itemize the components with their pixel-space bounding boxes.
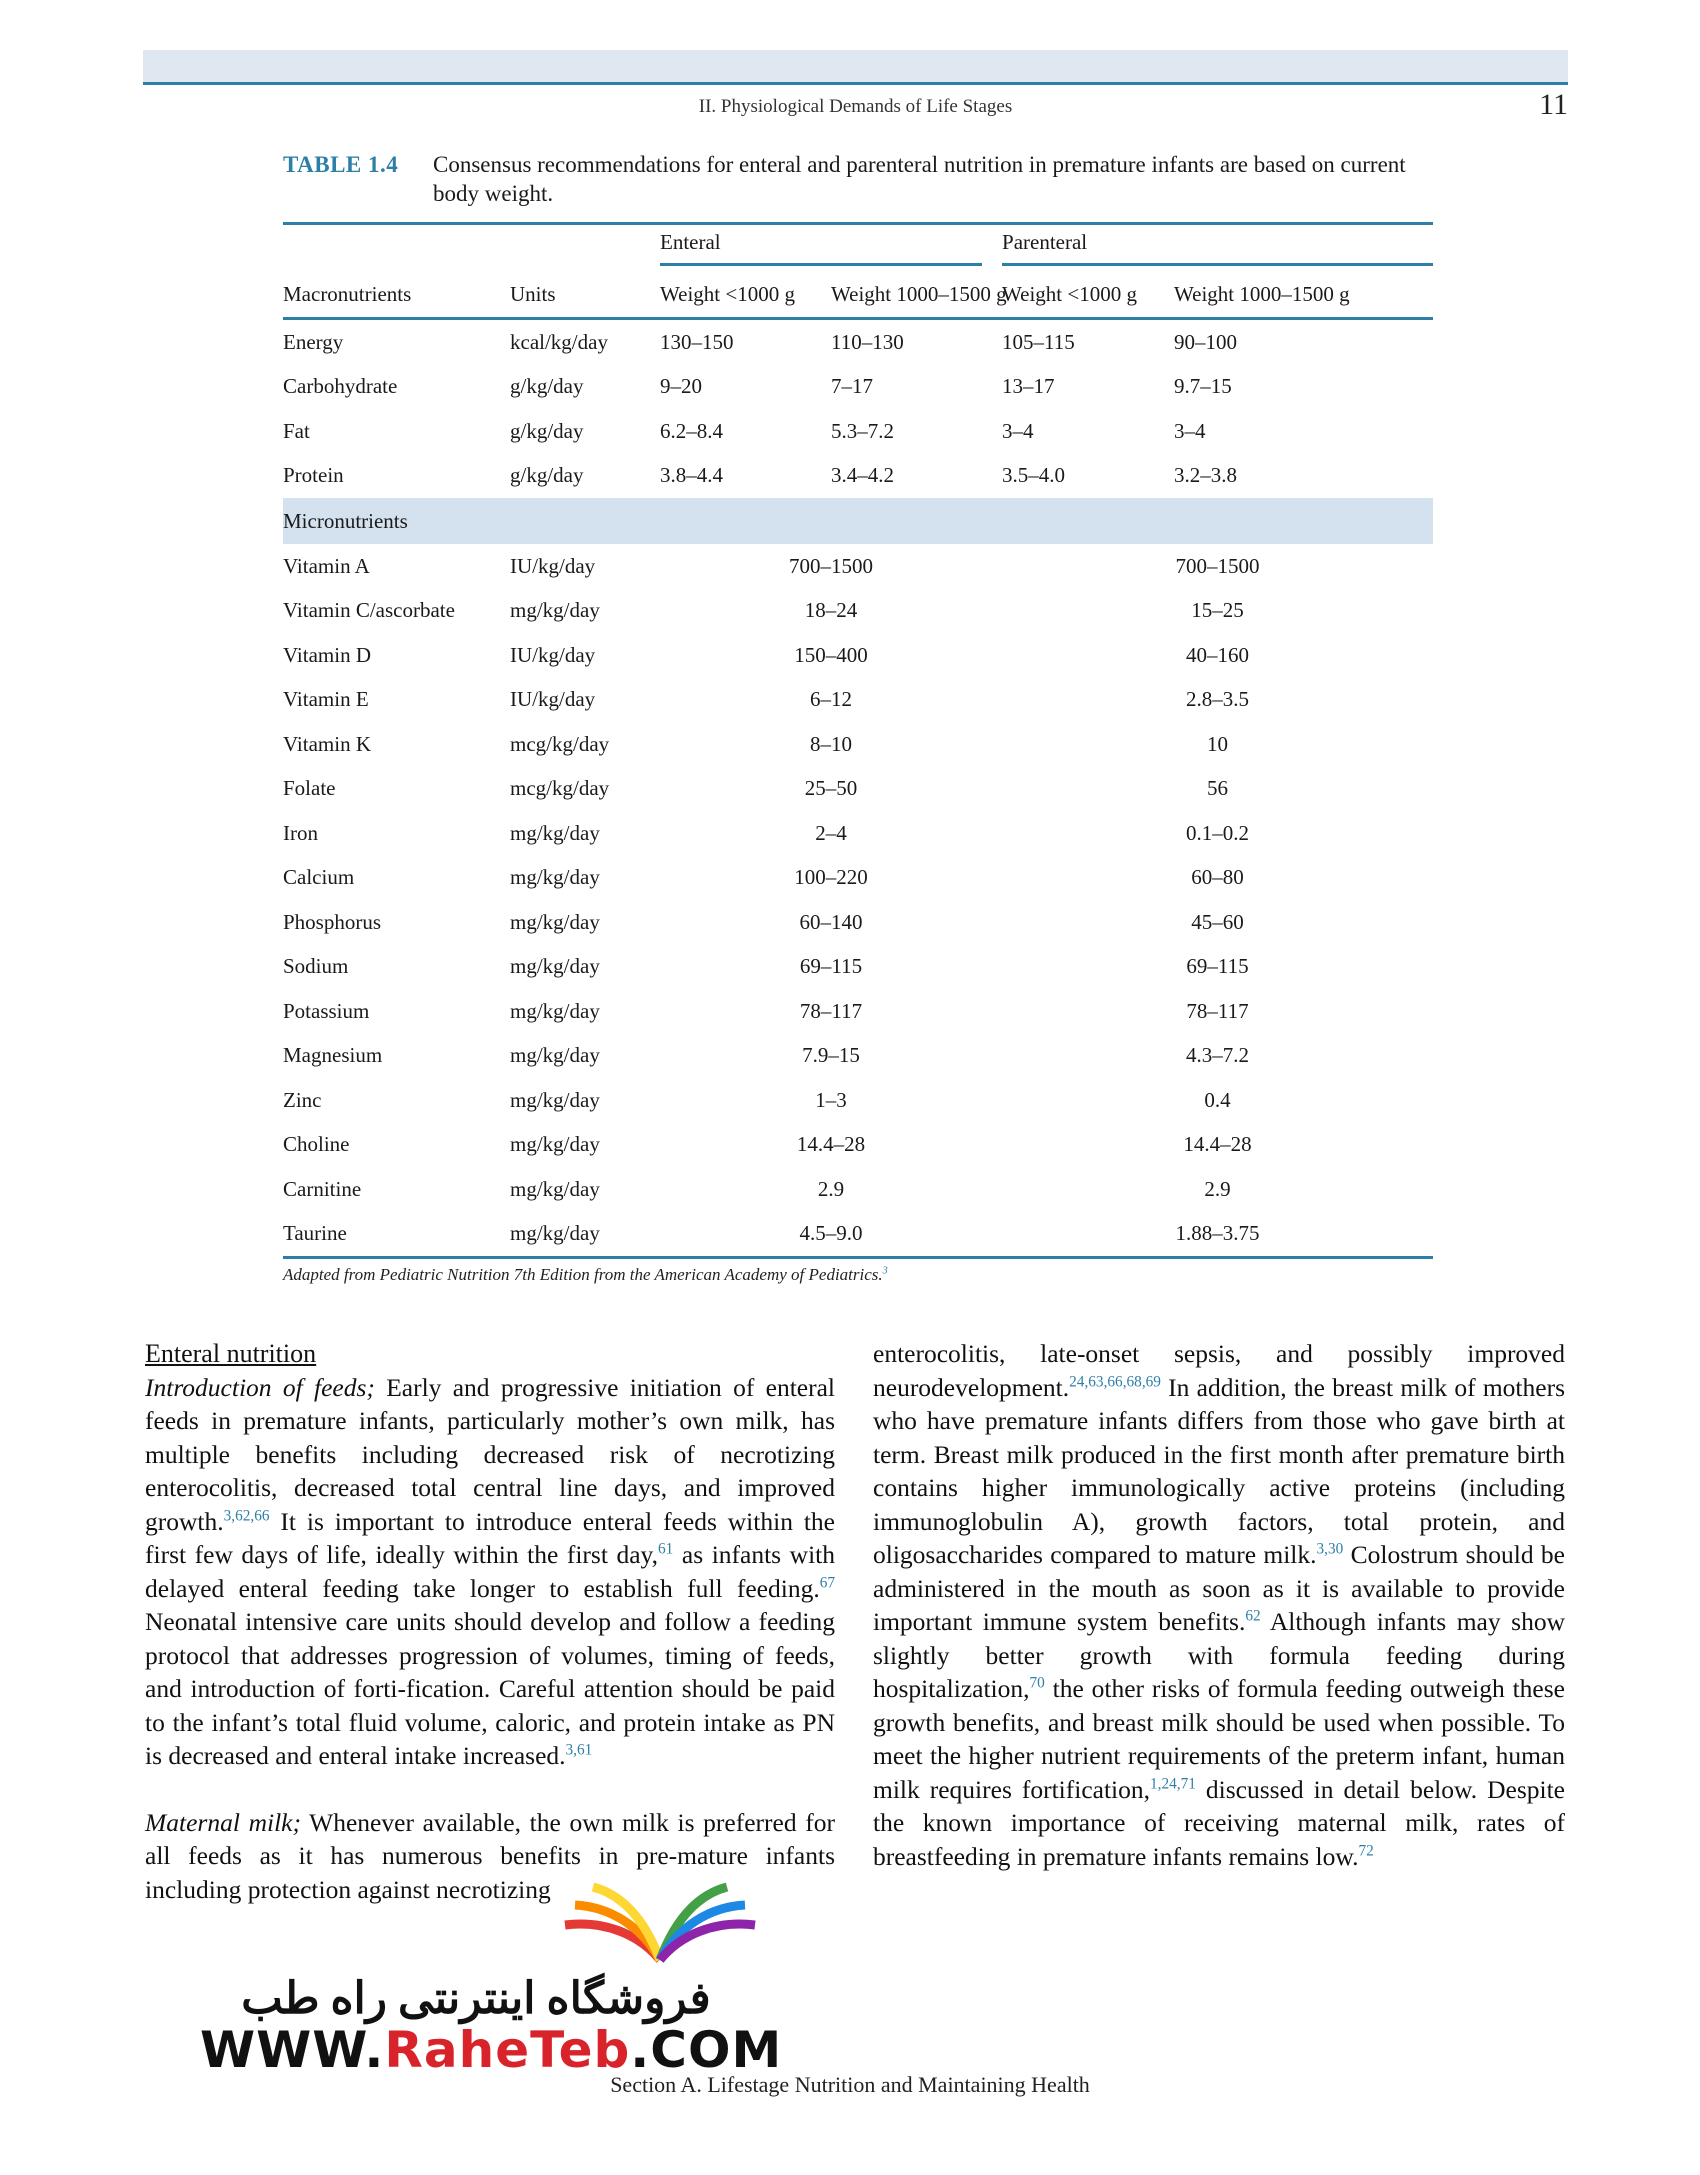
- table-row: [283, 544, 1433, 589]
- value-cell: 9.7–15: [1174, 374, 1232, 399]
- table-row: [283, 1167, 1433, 1212]
- table-label: TABLE 1.4: [283, 152, 399, 177]
- value-cell: 2.8–3.5: [1186, 687, 1250, 712]
- nutrient-name: Vitamin A: [283, 553, 370, 578]
- macronutrient-rows: [283, 319, 1433, 499]
- unit-cell: mg/kg/day: [510, 1087, 600, 1112]
- table-row: [283, 1078, 1433, 1123]
- group-header-parenteral: Parenteral: [1002, 230, 1433, 266]
- value-cell: 69–115: [799, 954, 863, 979]
- value-cell: 14.4–28: [796, 1132, 866, 1157]
- section-heading: Enteral nutrition: [145, 1339, 317, 1368]
- micronutrient-rows: [283, 544, 1433, 1258]
- nutrient-name: Phosphorus: [283, 909, 382, 934]
- value-cell: 60–140: [799, 909, 863, 934]
- value-cell: 1–3: [815, 1087, 847, 1112]
- value-cell: 5.3–7.2: [831, 418, 894, 443]
- watermark: [200, 1865, 783, 2080]
- value-cell: 7–17: [831, 374, 873, 399]
- nutrient-name: Vitamin E: [283, 687, 369, 712]
- unit-cell: IU/kg/day: [510, 687, 596, 712]
- value-cell: 60–80: [1191, 865, 1244, 890]
- value-cell: 6.2–8.4: [660, 418, 723, 443]
- unit-cell: mg/kg/day: [510, 909, 600, 934]
- unit-cell: mg/kg/day: [510, 954, 600, 979]
- paragraph-introduction-of-feeds: Introduction of feeds; Early and progressive initiation of enteral feeds in premature infants, particularly mother’s own milk, has multiple benefits including decreased risk of necrotizing enterocolitis, decreased total central line days, and improved growth.$^{3,62,66}$ It is important to introduce enteral feeds within the first few days of life, ideally within the first day,$^{61}$ as infants with delayed enteral feeding take longer to establish full feeding.$^{67}$ Neonatal intensive care units should develop and follow a feeding protocol that addresses progression of volumes, timing of feeds, and introduction of forti-fication. Careful attention should be paid to the infant’s total fluid volume, caloric, and protein intake as PN is decreased and enteral intake increased.$^{3,61}$: [145, 1372, 836, 1770]
- unit-cell: mg/kg/day: [510, 1212, 660, 1258]
- value-cell: 700–1500: [1175, 553, 1260, 578]
- value-cell: 3.5–4.0: [1002, 463, 1066, 488]
- table-row: [283, 409, 1433, 454]
- unit-cell: IU/kg/day: [510, 642, 596, 667]
- value-cell: 3–4: [1002, 418, 1034, 443]
- value-cell: 3.8–4.4: [660, 463, 723, 488]
- value-cell: 100–220: [794, 865, 868, 890]
- value-cell: 6–12: [810, 687, 852, 712]
- value-cell: 13–17: [1002, 374, 1055, 399]
- nutrient-name: Calcium: [283, 865, 355, 890]
- value-cell: 9–20: [660, 374, 702, 399]
- citation: 67: [819, 1574, 835, 1591]
- value-cell: 2.9: [817, 1176, 845, 1201]
- unit-cell: mg/kg/day: [510, 598, 600, 623]
- value-cell: 14.4–28: [1183, 1132, 1252, 1157]
- column-header-row: [283, 271, 1433, 319]
- citation: 3: [882, 1265, 888, 1277]
- header-band: [143, 50, 1568, 85]
- nutrient-name: Vitamin D: [283, 642, 371, 667]
- table-row: [283, 900, 1433, 945]
- value-cell: 1.88–3.75: [1002, 1212, 1433, 1258]
- value-cell: 110–130: [831, 329, 904, 354]
- value-cell: 56: [1207, 776, 1229, 801]
- value-cell: 105–115: [1002, 329, 1075, 354]
- citation: 3,62,66: [223, 1507, 270, 1524]
- table-row: [283, 1034, 1433, 1079]
- unit-cell: mg/kg/day: [510, 1132, 600, 1157]
- nutrient-name: Carbohydrate: [283, 374, 398, 399]
- table-row: [283, 319, 1433, 365]
- value-cell: 25–50: [804, 776, 858, 801]
- column-header: Weight <1000 g: [660, 271, 831, 319]
- unit-cell: mg/kg/day: [510, 820, 600, 845]
- nutrient-name: Protein: [283, 463, 344, 488]
- value-cell: 10: [1207, 731, 1229, 756]
- nutrient-name: Taurine: [283, 1212, 510, 1258]
- value-cell: 150–400: [794, 642, 868, 667]
- citation: 1,24,71: [1150, 1775, 1196, 1792]
- citation: 70: [1029, 1674, 1045, 1692]
- nutrient-name: Iron: [283, 820, 318, 845]
- table-caption: [283, 150, 1433, 208]
- micronutrients-header: Micronutrients: [283, 498, 1433, 544]
- citation: 61: [658, 1540, 674, 1558]
- value-cell: 45–60: [1191, 909, 1244, 934]
- table-row: [283, 633, 1433, 678]
- value-cell: 90–100: [1174, 329, 1238, 354]
- citation: 72: [1358, 1842, 1374, 1859]
- value-cell: 0.4: [1204, 1087, 1231, 1112]
- group-header-row: [283, 224, 1433, 272]
- unit-cell: IU/kg/day: [510, 553, 596, 578]
- table-row: [283, 1123, 1433, 1168]
- table-footnote: Adapted from Pediatric Nutrition 7th Edition from the American Academy of Pediatrics.$^3$: [283, 1265, 888, 1284]
- unit-cell: g/kg/day: [510, 374, 584, 399]
- table-row: [283, 945, 1433, 990]
- table-row: [283, 722, 1433, 767]
- body-column-left: [145, 1337, 835, 1906]
- value-cell: 8–10: [810, 731, 852, 756]
- table-row: [283, 589, 1433, 634]
- nutrition-table: [283, 222, 1433, 1259]
- value-cell: 3–4: [1174, 418, 1206, 443]
- value-cell: 78–117: [1186, 998, 1249, 1023]
- unit-cell: kcal/kg/day: [510, 329, 608, 354]
- column-header: Units: [510, 271, 660, 319]
- body-column-right: [873, 1337, 1565, 1873]
- value-cell: 2–4: [815, 820, 847, 845]
- run-in-heading: Introduction of feeds;: [145, 1372, 375, 1402]
- unit-cell: mg/kg/day: [510, 865, 600, 890]
- unit-cell: mcg/kg/day: [510, 776, 610, 801]
- unit-cell: mg/kg/day: [510, 1043, 600, 1068]
- value-cell: 0.1–0.2: [1186, 820, 1250, 845]
- value-cell: 18–24: [804, 598, 858, 623]
- paragraph-maternal-milk: Maternal milk; Whenever available, the own milk is preferred for all feeds as it has numerous benefits in pre-mature infants including protection against necrotizing: [145, 1807, 835, 1904]
- table-row: [283, 856, 1433, 901]
- column-header: Weight 1000–1500 g: [1174, 271, 1433, 319]
- run-in-heading: Maternal milk;: [145, 1807, 301, 1837]
- column-header: Weight 1000–1500 g: [831, 271, 1002, 319]
- unit-cell: mg/kg/day: [510, 998, 600, 1023]
- citation: 3,61: [565, 1741, 593, 1759]
- value-cell: 2.9: [1204, 1176, 1231, 1201]
- value-cell: 78–117: [799, 998, 863, 1023]
- group-header-enteral: Enteral: [660, 230, 982, 266]
- unit-cell: mg/kg/day: [510, 1176, 600, 1201]
- value-cell: 4.3–7.2: [1186, 1043, 1250, 1068]
- nutrient-name: Energy: [283, 329, 344, 354]
- page-number: 11: [1539, 88, 1568, 121]
- table-row: [283, 767, 1433, 812]
- nutrient-name: Folate: [283, 776, 336, 801]
- unit-cell: g/kg/day: [510, 463, 584, 488]
- table-row: [283, 811, 1433, 856]
- value-cell: 40–160: [1186, 642, 1250, 667]
- table-row: [283, 989, 1433, 1034]
- watermark-persian-text: فروشگاه اینترنتی راه طب: [241, 1974, 711, 2023]
- value-cell: 7.9–15: [802, 1043, 860, 1068]
- value-cell: 700–1500: [789, 553, 873, 578]
- value-cell: 3.4–4.2: [831, 463, 894, 488]
- value-cell: 69–115: [1186, 954, 1249, 979]
- nutrient-name: Zinc: [283, 1087, 322, 1112]
- table-row: [283, 1212, 1433, 1258]
- watermark-url: WWW.RaheTeb.COM: [200, 2021, 783, 2079]
- column-header: Weight <1000 g: [1002, 271, 1174, 319]
- table-row: [283, 678, 1433, 723]
- nutrient-name: Fat: [283, 418, 310, 443]
- nutrient-name: Magnesium: [283, 1043, 383, 1068]
- page-footer: Section A. Lifestage Nutrition and Maintaining Health: [610, 2072, 1090, 2097]
- nutrient-name: Vitamin C/ascorbate: [283, 598, 455, 623]
- value-cell: 4.5–9.0: [660, 1212, 1002, 1258]
- value-cell: 130–150: [660, 329, 734, 354]
- nutrient-name: Carnitine: [283, 1176, 362, 1201]
- citation: 3,30: [1316, 1540, 1344, 1558]
- table-row: [283, 454, 1433, 499]
- nutrient-name: Potassium: [283, 998, 370, 1023]
- citation: 62: [1245, 1607, 1261, 1625]
- micronutrients-header-row: [283, 498, 1433, 544]
- table-row: [283, 365, 1433, 410]
- column-header: Macronutrients: [283, 271, 510, 319]
- nutrient-name: Vitamin K: [283, 731, 371, 756]
- unit-cell: g/kg/day: [510, 418, 584, 443]
- nutrient-name: Sodium: [283, 954, 349, 979]
- value-cell: 15–25: [1191, 598, 1244, 623]
- paragraph-maternal-milk-continued: enterocolitis, late-onset sepsis, and possibly improved neurodevelopment.$^{24,63,66,68,69}$ In addition, the breast milk of mothers who have premature infants differs from those who gave birth at term. Breast milk produced in the first month after premature birth contains higher immunologically active proteins (including immunoglobulin A), growth factors, total protein, and oligosaccharides compared to mature milk.$^{3,30}$ Colostrum should be administered in the mouth as soon as it is available to provide important immune system benefits.$^{62}$ Although infants may show slightly better growth with formula feeding during hospitalization,$^{70}$ the other risks of formula feeding outweigh these growth benefits, and breast milk should be used when possible. To meet the higher nutrient requirements of the preterm infant, human milk requires fortification,$^{1,24,71}$ discussed in detail below. Despite the known importance of receiving maternal milk, rates of breastfeeding in premature infants remains low.$^{72}$: [873, 1339, 1565, 1871]
- unit-cell: mcg/kg/day: [510, 731, 610, 756]
- value-cell: 3.2–3.8: [1174, 463, 1238, 488]
- nutrient-name: Choline: [283, 1132, 350, 1157]
- table-caption-text: Consensus recommendations for enteral and parenteral nutrition in premature infants are based on current body weight.: [433, 152, 1406, 206]
- citation: 24,63,66,68,69: [1069, 1373, 1161, 1390]
- book-logo-icon: [545, 1865, 775, 1975]
- running-head: II. Physiological Demands of Life Stages: [698, 96, 1013, 117]
